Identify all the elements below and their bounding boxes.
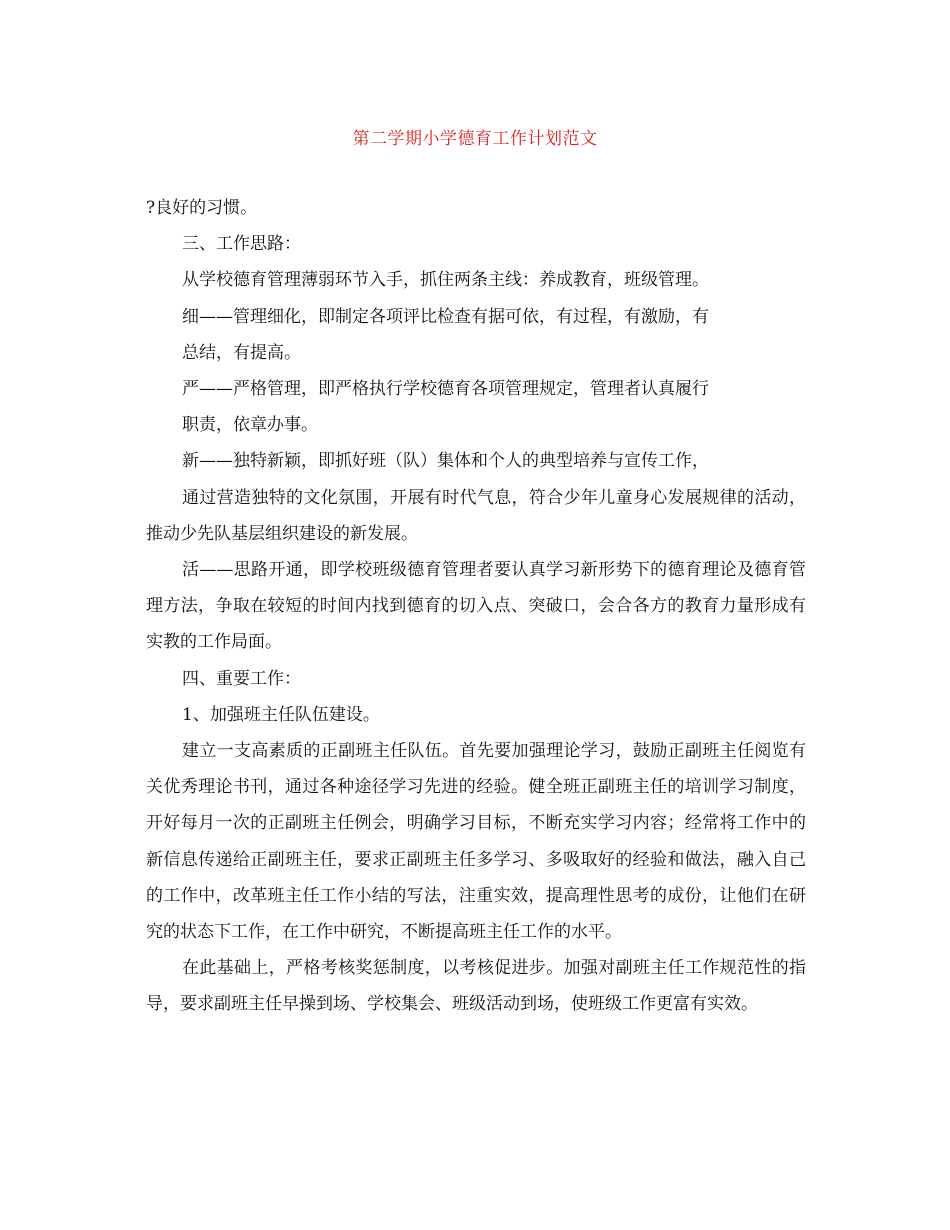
paragraph-assessment-system: 在此基础上，严格考核奖惩制度，以考核促进步。加强对副班主任工作规范性的指导，要求副班主任早操到场、学校集会、班级活动到场，使班级工作更富有实效。	[146, 958, 806, 1015]
paragraph-strict-management-cont: 职责，依章办事。	[182, 415, 318, 436]
document-body	[146, 190, 806, 1023]
heading-teacher-team: 1、加强班主任队伍建设。	[182, 704, 380, 725]
paragraph-detailed-management: 细——管理细化，即制定各项评比检查有据可依，有过程，有激励，有	[182, 306, 709, 327]
paragraph-strict-management: 严——严格管理，即严格执行学校德育各项管理规定，管理者认真履行	[182, 379, 709, 400]
heading-main-work: 四、重要工作：	[182, 668, 301, 689]
paragraph-two-main-lines: 从学校德育管理薄弱环节入手，抓住两条主线：养成教育，班级管理。	[182, 270, 709, 291]
paragraph-continued-habit: ?良好的习惯。	[146, 198, 258, 218]
paragraph-cultural-atmosphere: 通过营造独特的文化氛围，开展有时代气息，符合少年儿童身心发展规律的活动，推动少先队基层组织建设的新发展。	[146, 487, 806, 544]
paragraph-detailed-management-cont: 总结，有提高。	[182, 342, 301, 363]
paragraph-teacher-team-building: 建立一支高素质的正副班主任队伍。首先要加强理论学习，鼓励正副班主任阅览有关优秀理论书刊，通过各种途径学习先进的经验。健全班正副班主任的培训学习制度，开好每月一次的正副班主任例会，明确学习目标，不断充实学习内容；经常将工作中的新信息传递给正副班主任，要求正副班主任多学习、多吸取好的经验和做法，融入自己的工作中，改革班主任工作小结的写法，注重实效，提高理性思考的成份，让他们在研究的状态下工作，在工作中研究，不断提高班主任工作的水平。	[146, 741, 806, 943]
document-title: 第二学期小学德育工作计划范文	[352, 129, 598, 149]
paragraph-novel-approach: 新——独特新颖，即抓好班（队）集体和个人的典型培养与宣传工作，	[182, 451, 709, 472]
heading-work-approach: 三、工作思路：	[182, 234, 301, 255]
paragraph-open-thinking: 活——思路开通，即学校班级德育管理者要认真学习新形势下的德育理论及德育管理方法，争取在较短的时间内找到德育的切入点、突破口，会合各方的教育力量形成有实教的工作局面。	[146, 560, 806, 653]
